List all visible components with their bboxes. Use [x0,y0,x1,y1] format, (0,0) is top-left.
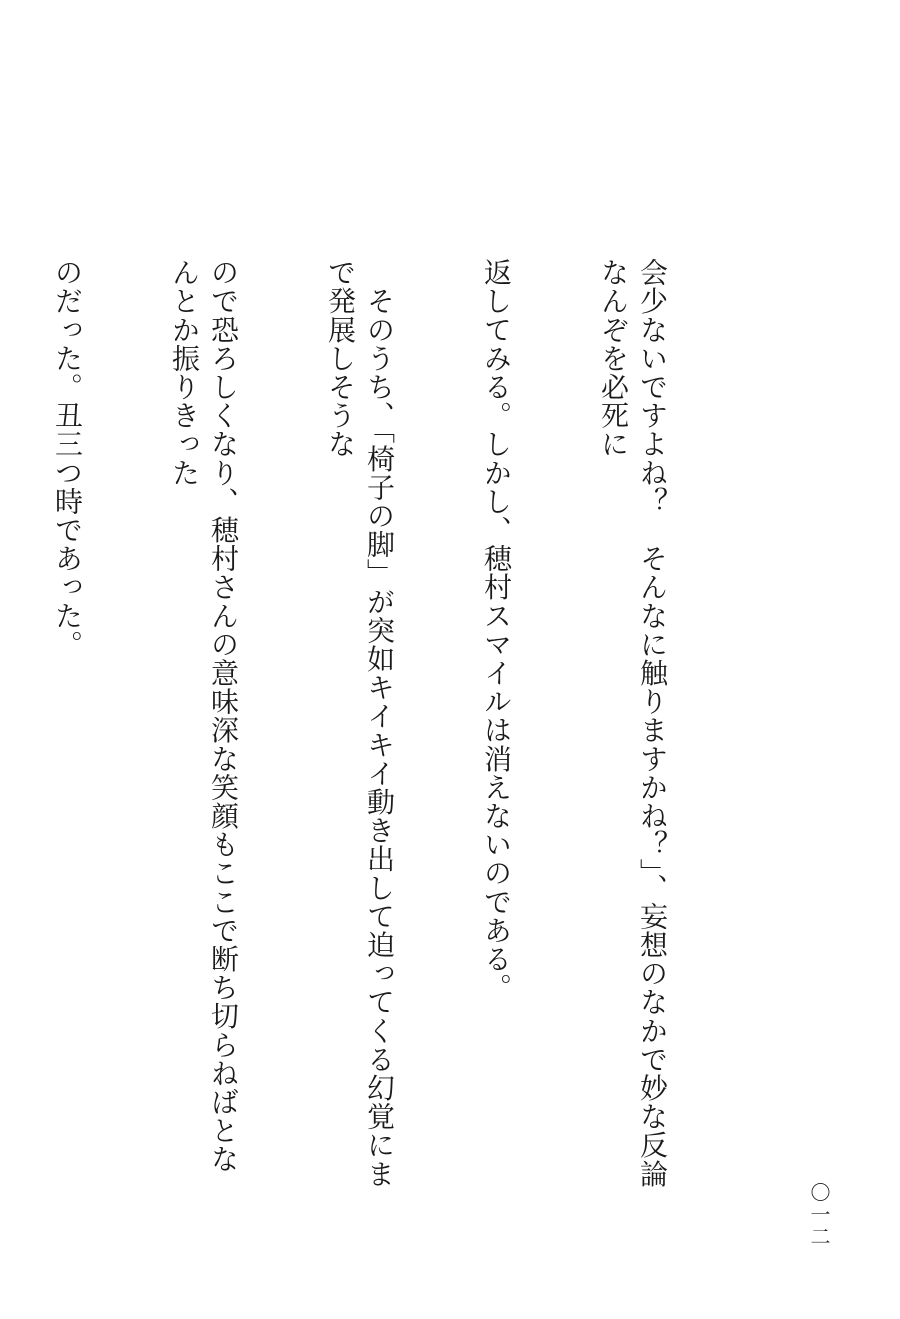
page-number: 〇一二 [807,1182,831,1248]
text-line: そのうち、「椅子の脚」が突如キイキイ動き出して迫ってくる幻覚にまで発展しそうな [324,258,396,1188]
text-line: ので恐ろしくなり、穂村さんの意味深な笑顔もここで断ち切らねばとなんとか振りきった [168,258,240,1174]
text-line: 返してみる。しかし、穂村スマイルは消えないのである。 [480,258,513,1002]
body-text [0,258,750,1198]
text-line: のだった。丑三つ時であった。 [51,258,84,659]
text-line: 会少ないですよね？ そんなに触りますかね？」、妄想のなかで妙な反論なんぞを必死に [597,258,669,1188]
